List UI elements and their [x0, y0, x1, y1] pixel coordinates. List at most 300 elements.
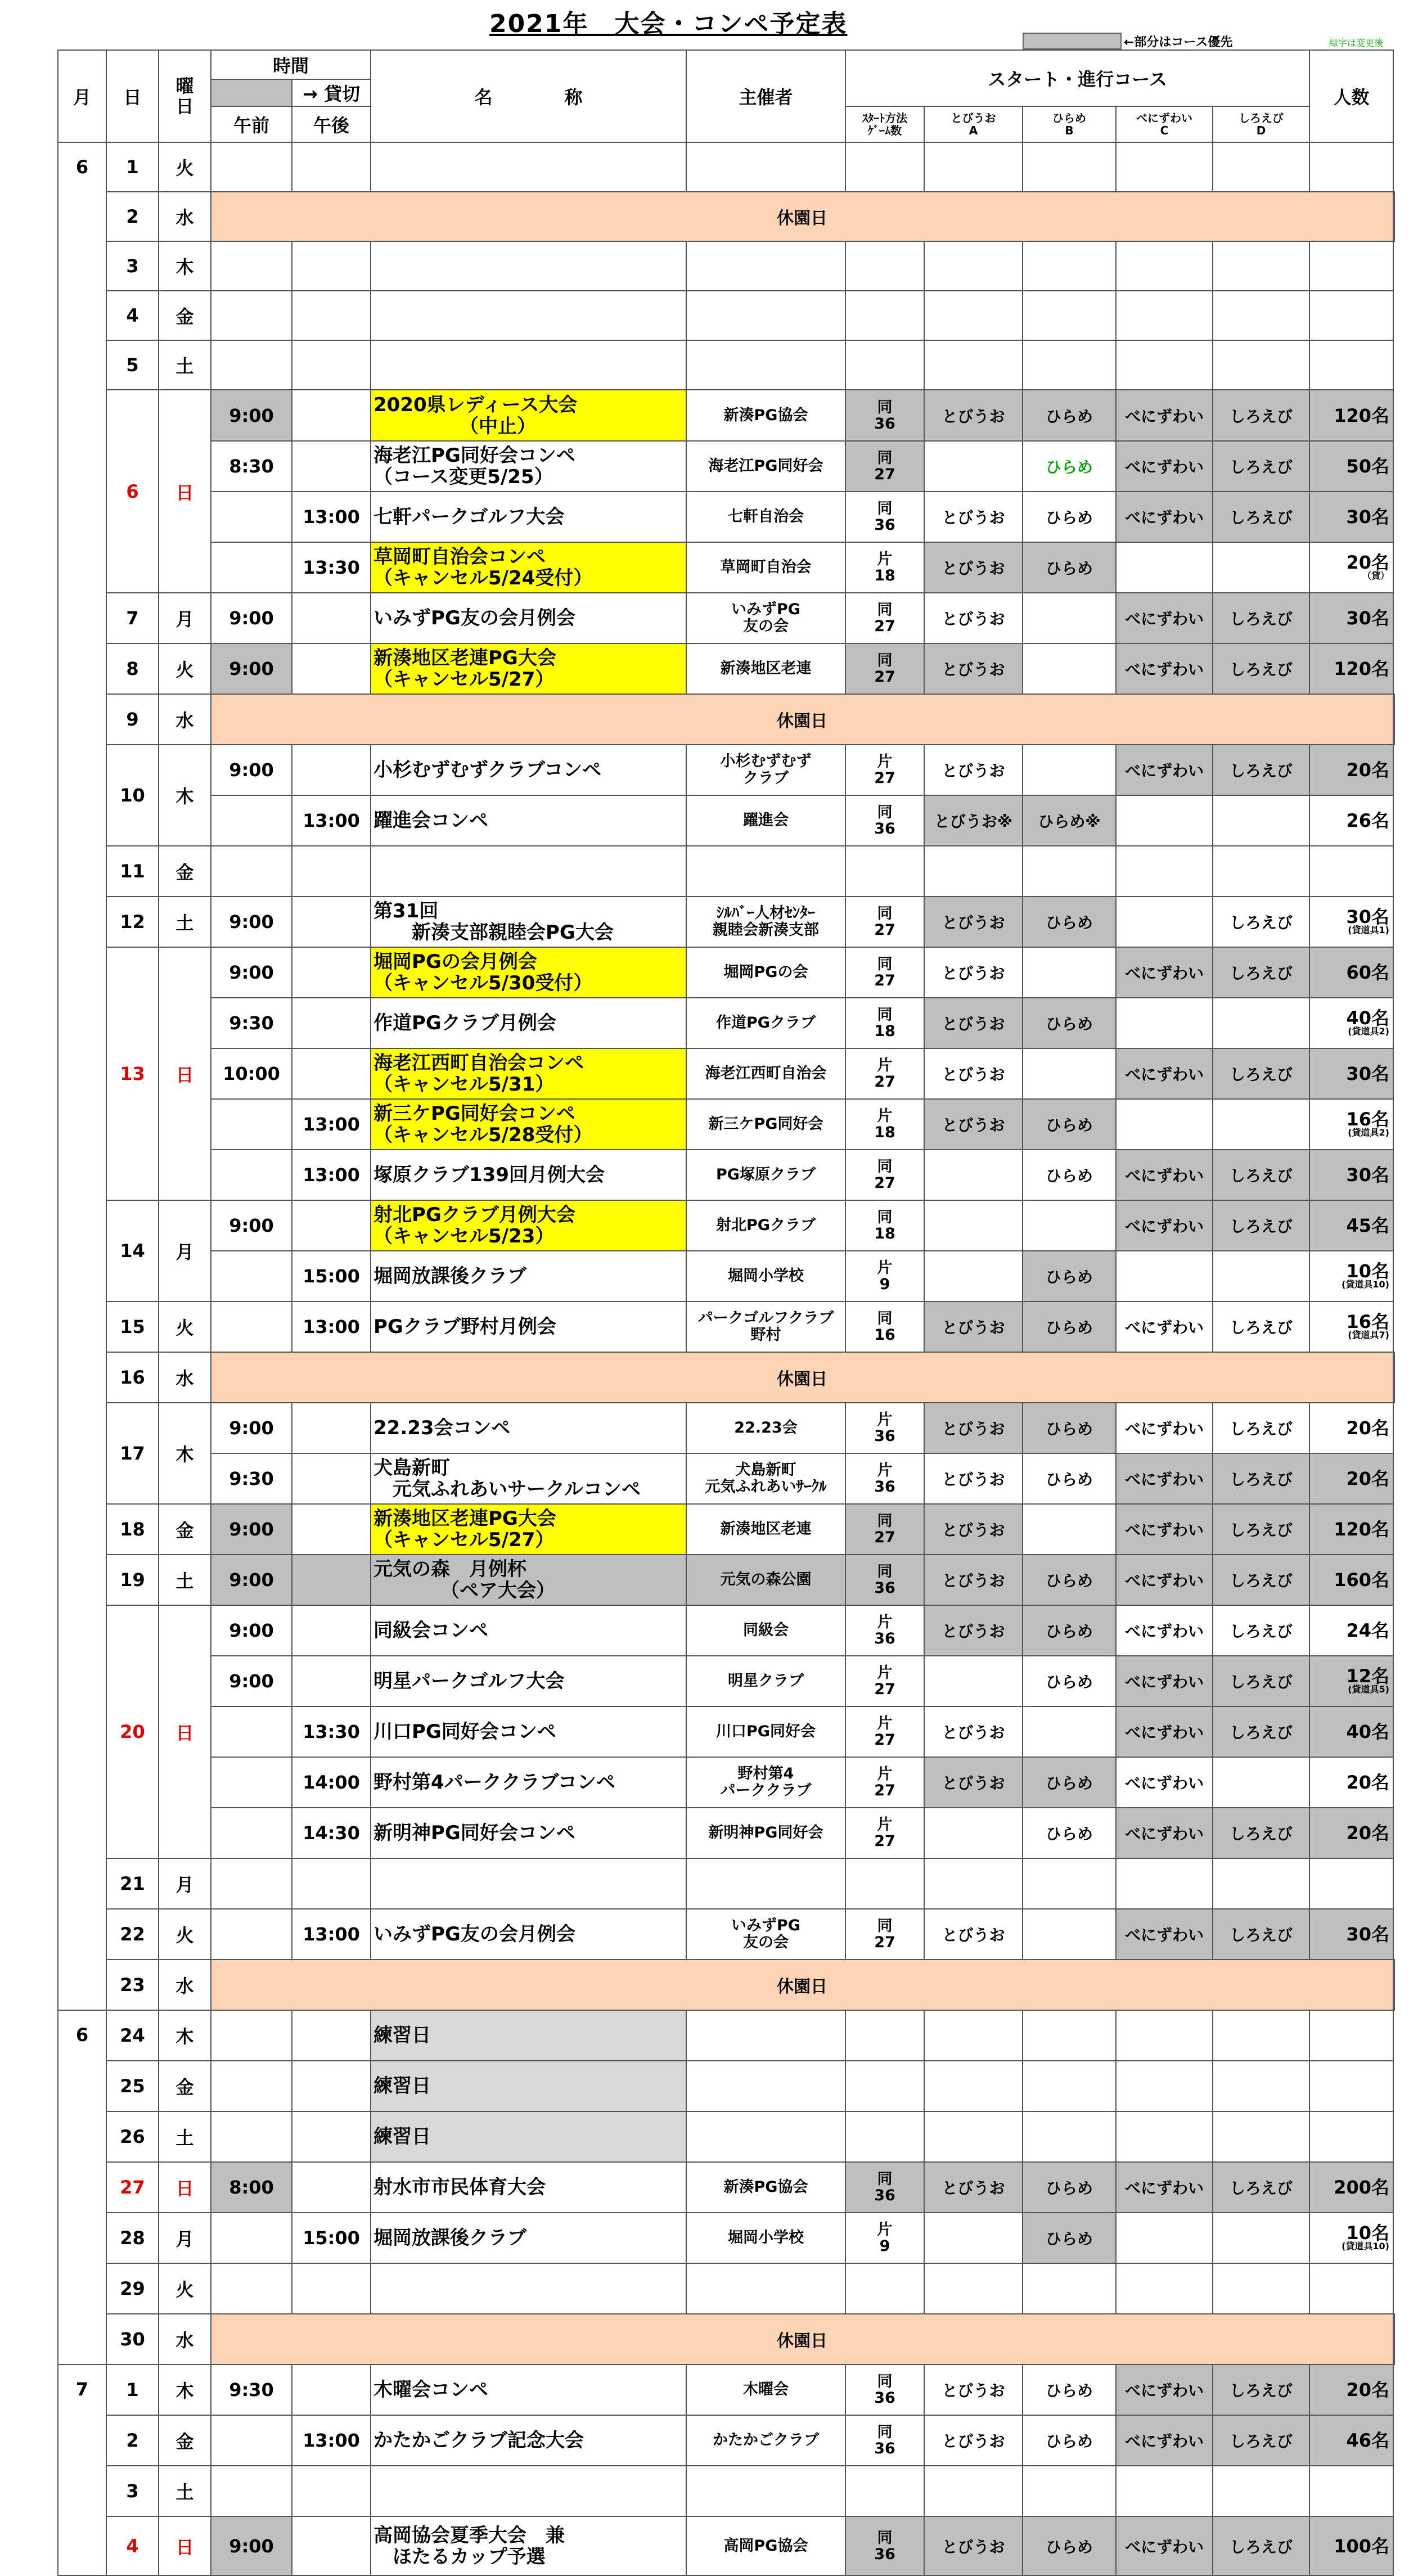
day-cell: 2	[106, 192, 159, 241]
people-count: 120名	[1309, 390, 1393, 441]
table-row	[58, 1656, 1394, 1706]
people-count	[1309, 846, 1393, 897]
course-c: べにずわい	[1116, 1757, 1213, 1808]
day-cell: 4	[106, 291, 159, 340]
day-cell: 12	[106, 897, 159, 947]
course-d	[1213, 795, 1309, 846]
course-b	[1023, 1858, 1116, 1909]
course-c: べにずわい	[1116, 1150, 1213, 1200]
event-name: 練習日	[371, 2061, 686, 2111]
start-method: 同 36	[845, 390, 924, 441]
people-cell	[1393, 694, 1394, 745]
table-row	[58, 1960, 1394, 2010]
table-row	[58, 1200, 1394, 1251]
course-b: ひらめ	[1023, 1453, 1116, 1504]
organizer	[686, 340, 845, 390]
course-d	[1213, 1858, 1309, 1909]
course-c: べにずわい	[1116, 1656, 1213, 1706]
course-b: ひらめ	[1023, 542, 1116, 593]
course-d	[1213, 2263, 1309, 2314]
course-b	[1023, 1048, 1116, 1099]
am-time: 9:00	[211, 947, 292, 998]
course-d: しろえび	[1213, 492, 1309, 542]
event-name: 元気の森 月例杯 （ペア大会）	[371, 1555, 686, 1605]
course-a: とびうお	[924, 542, 1023, 593]
header-organizer: 主催者	[686, 50, 845, 142]
day-cell: 25	[106, 2061, 159, 2111]
table-row	[58, 1909, 1394, 1960]
people-count: 20名 （貸）	[1309, 542, 1393, 593]
organizer: 新湊地区老連	[686, 1504, 845, 1555]
event-name: 新明神PG同好会コンペ	[371, 1808, 686, 1858]
course-b: ひらめ	[1023, 441, 1116, 492]
course-d	[1213, 2466, 1309, 2516]
table-row	[58, 1150, 1394, 1200]
pm-time	[292, 2111, 371, 2162]
people-count: 100名	[1309, 2516, 1393, 2575]
course-b	[1023, 2263, 1116, 2314]
organizer: かたかごクラブ	[686, 2415, 845, 2466]
course-a	[924, 1150, 1023, 1200]
table-row	[58, 1808, 1394, 1858]
day-cell: 9	[106, 694, 159, 745]
start-method	[845, 142, 924, 192]
table-row	[58, 2010, 1394, 2061]
course-c	[1116, 846, 1213, 897]
course-d: しろえび	[1213, 1150, 1309, 1200]
pm-time: 15:00	[292, 2213, 371, 2263]
start-method: 同 27	[845, 643, 924, 694]
pm-time	[292, 1403, 371, 1453]
course-d: しろえび	[1213, 1453, 1309, 1504]
course-b: ひらめ	[1023, 2162, 1116, 2213]
organizer: 同級会	[686, 1605, 845, 1656]
organizer	[686, 291, 845, 340]
course-d	[1213, 241, 1309, 291]
am-time	[211, 1808, 292, 1858]
am-time: 9:00	[211, 1403, 292, 1453]
pm-time: 13:30	[292, 1706, 371, 1757]
day-cell: 2	[106, 2415, 159, 2466]
course-c	[1116, 2111, 1213, 2162]
course-a: とびうお	[924, 390, 1023, 441]
am-time: 9:00	[211, 390, 292, 441]
course-d	[1213, 1099, 1309, 1150]
table-row	[58, 1352, 1394, 1403]
event-name: いみずPG友の会月例会	[371, 1909, 686, 1960]
am-time	[211, 2415, 292, 2466]
am-time: 9:30	[211, 998, 292, 1048]
pm-time	[292, 1605, 371, 1656]
pm-time	[292, 1656, 371, 1706]
course-c: べにずわい	[1116, 1403, 1213, 1453]
people-count: 30名 (貸道具1)	[1309, 897, 1393, 947]
start-method: 片 27	[845, 745, 924, 795]
course-a: とびうお	[924, 1504, 1023, 1555]
table-row	[58, 192, 1394, 241]
people-count: 20名	[1309, 1808, 1393, 1858]
pm-time	[292, 1555, 371, 1605]
course-a	[924, 1200, 1023, 1251]
organizer	[686, 2466, 845, 2516]
table-row	[58, 1099, 1394, 1150]
pm-time	[292, 2010, 371, 2061]
organizer	[686, 241, 845, 291]
people-count	[1309, 2466, 1393, 2516]
people-count	[1309, 2111, 1393, 2162]
course-c	[1116, 795, 1213, 846]
course-d	[1213, 340, 1309, 390]
closed-day: 休園日	[211, 694, 1393, 745]
start-method	[845, 340, 924, 390]
table-row	[58, 1301, 1394, 1352]
table-row	[58, 2466, 1394, 2516]
weekday-cell: 木	[159, 745, 211, 846]
course-d	[1213, 2213, 1309, 2263]
course-d	[1213, 2010, 1309, 2061]
start-method: 同 36	[845, 1555, 924, 1605]
weekday-cell: 日	[159, 390, 211, 593]
weekday-cell: 水	[159, 192, 211, 241]
weekday-cell: 金	[159, 2061, 211, 2111]
day-cell: 18	[106, 1504, 159, 1555]
course-b: ひらめ	[1023, 1808, 1116, 1858]
table-row	[58, 2365, 1394, 2415]
table-row	[58, 241, 1394, 291]
pm-time	[292, 390, 371, 441]
pm-time	[292, 897, 371, 947]
course-c: べにずわい	[1116, 390, 1213, 441]
legend-swatch	[1023, 33, 1122, 49]
weekday-cell: 日	[159, 1605, 211, 1858]
course-a	[924, 2061, 1023, 2111]
weekday-cell: 火	[159, 1909, 211, 1960]
pm-time	[292, 2263, 371, 2314]
event-name: 新湊地区老連PG大会 （キャンセル5/27）	[371, 1504, 686, 1555]
am-time: 9:00	[211, 1656, 292, 1706]
event-name: 第31回 新湊支部親睦会PG大会	[371, 897, 686, 947]
day-cell: 3	[106, 2466, 159, 2516]
am-time	[211, 795, 292, 846]
day-cell: 23	[106, 1960, 159, 2010]
change-note: 緑字は変更後	[1329, 38, 1384, 48]
course-d	[1213, 291, 1309, 340]
course-c: べにずわい	[1116, 593, 1213, 643]
start-method: 同 36	[845, 2365, 924, 2415]
legend	[1023, 33, 1232, 49]
course-d: しろえび	[1213, 745, 1309, 795]
pm-time	[292, 998, 371, 1048]
people-note: (貸道具10)	[1342, 2241, 1389, 2251]
course-b	[1023, 142, 1116, 192]
course-d: しろえび	[1213, 2516, 1309, 2575]
course-a: とびうお	[924, 643, 1023, 694]
course-d: しろえび	[1213, 1555, 1309, 1605]
course-a: とびうお	[924, 1048, 1023, 1099]
pm-time	[292, 745, 371, 795]
people-count	[1309, 241, 1393, 291]
am-time: 9:00	[211, 2516, 292, 2575]
course-b: ひらめ	[1023, 897, 1116, 947]
organizer: 作道PGクラブ	[686, 998, 845, 1048]
people-note: (貸道具2)	[1348, 1127, 1389, 1138]
event-name: 草岡町自治会コンペ （キャンセル5/24受付）	[371, 542, 686, 593]
organizer: 野村第4 パーククラブ	[686, 1757, 845, 1808]
day-cell: 8	[106, 643, 159, 694]
course-c	[1116, 1099, 1213, 1150]
people-count: 45名	[1309, 1200, 1393, 1251]
people-cell	[1393, 1960, 1394, 2010]
people-count: 120名	[1309, 1504, 1393, 1555]
pm-time	[292, 1858, 371, 1909]
table-row	[58, 1555, 1394, 1605]
start-method: 同 27	[845, 441, 924, 492]
course-a: とびうお	[924, 2516, 1023, 2575]
pm-time	[292, 643, 371, 694]
course-c	[1116, 291, 1213, 340]
table-row	[58, 291, 1394, 340]
organizer: 堀岡小学校	[686, 2213, 845, 2263]
course-c: べにずわい	[1116, 2365, 1213, 2415]
course-b: ひらめ	[1023, 998, 1116, 1048]
course-b	[1023, 340, 1116, 390]
start-method	[845, 241, 924, 291]
day-cell: 4	[106, 2516, 159, 2575]
event-name	[371, 291, 686, 340]
course-a: とびうお	[924, 1453, 1023, 1504]
day-cell: 17	[106, 1403, 159, 1504]
course-d	[1213, 1251, 1309, 1301]
course-a: とびうお	[924, 2162, 1023, 2213]
event-name: 野村第4パーククラブコンペ	[371, 1757, 686, 1808]
people-count: 30名	[1309, 1909, 1393, 1960]
am-time	[211, 2010, 292, 2061]
course-a	[924, 291, 1023, 340]
day-cell: 16	[106, 1352, 159, 1403]
organizer: 海老江西町自治会	[686, 1048, 845, 1099]
course-d: しろえび	[1213, 1656, 1309, 1706]
course-c	[1116, 2466, 1213, 2516]
people-count	[1309, 291, 1393, 340]
table-row	[58, 694, 1394, 745]
event-name: 同級会コンペ	[371, 1605, 686, 1656]
start-method: 同 18	[845, 1200, 924, 1251]
organizer: 新明神PG同好会	[686, 1808, 845, 1858]
weekday-cell: 土	[159, 2111, 211, 2162]
event-name: 射北PGクラブ月例大会 （キャンセル5/23）	[371, 1200, 686, 1251]
am-time: 9:00	[211, 1605, 292, 1656]
course-a: とびうお	[924, 1301, 1023, 1352]
event-name	[371, 2466, 686, 2516]
course-c: べにずわい	[1116, 745, 1213, 795]
day-cell: 20	[106, 1605, 159, 1858]
pm-time	[292, 1453, 371, 1504]
start-method	[845, 846, 924, 897]
people-note: (貸道具7)	[1348, 1330, 1389, 1340]
people-note: (貸道具2)	[1348, 1026, 1389, 1037]
table-row	[58, 1251, 1394, 1301]
course-d: しろえび	[1213, 2162, 1309, 2213]
course-b: ひらめ※	[1023, 795, 1116, 846]
course-b	[1023, 745, 1116, 795]
table-row	[58, 2415, 1394, 2466]
course-d	[1213, 542, 1309, 593]
people-count: 16名 (貸道具2)	[1309, 1099, 1393, 1150]
course-b	[1023, 846, 1116, 897]
course-d: しろえび	[1213, 1808, 1309, 1858]
event-name: 作道PGクラブ月例会	[371, 998, 686, 1048]
month-cell: 7	[58, 2365, 106, 2575]
table-row	[58, 2061, 1394, 2111]
course-d: しろえび	[1213, 1403, 1309, 1453]
table-row	[58, 2314, 1394, 2365]
course-d: しろえび	[1213, 947, 1309, 998]
table-row	[58, 2516, 1394, 2575]
page-title: 2021年 大会・コンペ予定表	[489, 10, 848, 38]
pm-time: 13:00	[292, 2415, 371, 2466]
organizer: 川口PG同好会	[686, 1706, 845, 1757]
event-name	[371, 1858, 686, 1909]
am-time	[211, 542, 292, 593]
organizer: 高岡PG協会	[686, 2516, 845, 2575]
start-method: 片 18	[845, 1099, 924, 1150]
course-a	[924, 2213, 1023, 2263]
people-note: (貸道具5)	[1348, 1684, 1389, 1695]
start-method: 片 27	[845, 1808, 924, 1858]
am-time	[211, 1909, 292, 1960]
weekday-cell: 土	[159, 340, 211, 390]
table-row	[58, 2213, 1394, 2263]
course-d: しろえび	[1213, 2415, 1309, 2466]
organizer	[686, 2010, 845, 2061]
course-b	[1023, 2061, 1116, 2111]
course-c	[1116, 1858, 1213, 1909]
closed-day: 休園日	[211, 2314, 1393, 2365]
course-b	[1023, 947, 1116, 998]
start-method: 同 27	[845, 1909, 924, 1960]
course-b: ひらめ	[1023, 1251, 1116, 1301]
course-c: べにずわい	[1116, 2415, 1213, 2466]
header-course-b: ひらめ B	[1023, 106, 1116, 142]
organizer	[686, 2263, 845, 2314]
weekday-cell: 木	[159, 2010, 211, 2061]
people-count: 20名	[1309, 1757, 1393, 1808]
day-cell: 11	[106, 846, 159, 897]
event-name	[371, 142, 686, 192]
course-a	[924, 2466, 1023, 2516]
table-row	[58, 1706, 1394, 1757]
people-note: （貸）	[1362, 570, 1389, 581]
course-c: べにずわい	[1116, 1504, 1213, 1555]
people-count: 30名	[1309, 1150, 1393, 1200]
course-a: とびうお	[924, 897, 1023, 947]
am-time	[211, 1858, 292, 1909]
event-name: 明星パークゴルフ大会	[371, 1656, 686, 1706]
event-name	[371, 241, 686, 291]
event-name: 犬島新町 元気ふれあいサークルコンペ	[371, 1453, 686, 1504]
day-cell: 6	[106, 390, 159, 593]
weekday-cell: 日	[159, 2162, 211, 2213]
start-method: 片 18	[845, 542, 924, 593]
day-cell: 3	[106, 241, 159, 291]
pm-time	[292, 2162, 371, 2213]
day-cell: 28	[106, 2213, 159, 2263]
event-name: いみずPG友の会月例会	[371, 593, 686, 643]
organizer: パークゴルフクラブ 野村	[686, 1301, 845, 1352]
event-name: 新湊地区老連PG大会 （キャンセル5/27）	[371, 643, 686, 694]
course-d: しろえび	[1213, 593, 1309, 643]
event-name	[371, 846, 686, 897]
start-method: 片 36	[845, 1453, 924, 1504]
weekday-cell: 木	[159, 1403, 211, 1504]
start-method: 同 36	[845, 795, 924, 846]
pm-time	[292, 2516, 371, 2575]
am-time	[211, 2061, 292, 2111]
event-name: 新三ケPG同好会コンペ （キャンセル5/28受付）	[371, 1099, 686, 1150]
people-note: (貸道具10)	[1342, 1279, 1389, 1290]
people-count: 10名 (貸道具10)	[1309, 1251, 1393, 1301]
weekday-cell: 水	[159, 1352, 211, 1403]
course-a: とびうお	[924, 1403, 1023, 1453]
schedule-table	[57, 49, 1395, 2576]
header-course: スタート・進行コース	[845, 50, 1309, 106]
table-row	[58, 542, 1394, 593]
course-a: とびうお	[924, 1706, 1023, 1757]
course-c	[1116, 2010, 1213, 2061]
header-course-a: とびうお A	[924, 106, 1023, 142]
weekday-cell: 金	[159, 291, 211, 340]
people-count: 50名	[1309, 441, 1393, 492]
month-cell: 6	[58, 142, 106, 2010]
event-name	[371, 2263, 686, 2314]
event-name: 高岡協会夏季大会 兼 ほたるカップ予選	[371, 2516, 686, 2575]
pm-time: 13:00	[292, 795, 371, 846]
start-method	[845, 291, 924, 340]
legend-text: ←部分はコース優先	[1124, 35, 1233, 49]
course-c: べにずわい	[1116, 1808, 1213, 1858]
organizer	[686, 2061, 845, 2111]
course-a: とびうお※	[924, 795, 1023, 846]
am-time	[211, 1757, 292, 1808]
people-note: (貸道具1)	[1348, 925, 1389, 935]
people-count: 30名	[1309, 593, 1393, 643]
course-c: べにずわい	[1116, 643, 1213, 694]
course-d: しろえび	[1213, 1605, 1309, 1656]
course-a: とびうお	[924, 1909, 1023, 1960]
people-count: 24名	[1309, 1605, 1393, 1656]
table-row	[58, 593, 1394, 643]
start-method	[845, 2466, 924, 2516]
pm-time: 13:00	[292, 1150, 371, 1200]
event-name: 堀岡放課後クラブ	[371, 1251, 686, 1301]
am-time	[211, 1099, 292, 1150]
am-time	[211, 241, 292, 291]
am-time	[211, 2466, 292, 2516]
course-c: べにずわい	[1116, 1453, 1213, 1504]
course-c: べにずわい	[1116, 1200, 1213, 1251]
course-b	[1023, 2010, 1116, 2061]
pm-time	[292, 1048, 371, 1099]
header-month: 月	[58, 50, 106, 142]
course-d	[1213, 142, 1309, 192]
header-am: 午前	[211, 106, 292, 142]
course-a: とびうお	[924, 2415, 1023, 2466]
course-b: ひらめ	[1023, 1301, 1116, 1352]
course-b	[1023, 1909, 1116, 1960]
event-name: 小杉むずむずクラブコンペ	[371, 745, 686, 795]
pm-time: 14:00	[292, 1757, 371, 1808]
table-row	[58, 643, 1394, 694]
